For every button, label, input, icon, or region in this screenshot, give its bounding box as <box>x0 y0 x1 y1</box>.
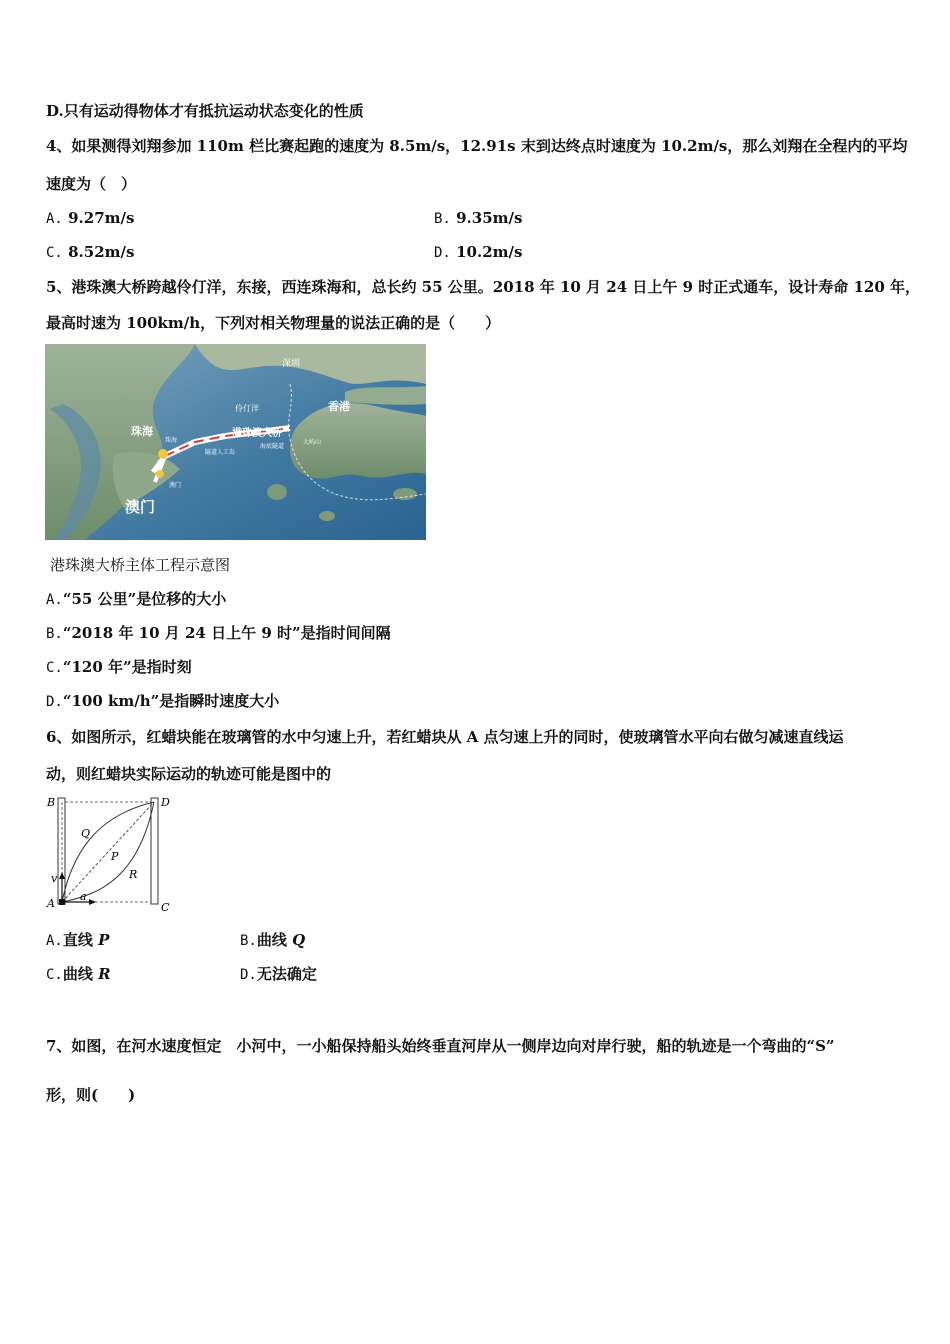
figure-label-d: D <box>161 796 170 809</box>
map-caption: 港珠澳大桥主体工程示意图 <box>50 556 231 574</box>
q5-option-d: D.“100 km/h”是指瞬时速度大小 <box>46 692 280 710</box>
map-label-lingdingyang: 伶仃洋 <box>235 404 259 413</box>
q5-stem-line2: 最高时速为 100km/h，下列对相关物理量的说法正确的是（ ） <box>46 314 501 332</box>
q5-option-c: C.“120 年”是指时刻 <box>46 658 192 676</box>
q5-option-b: B.“2018 年 10 月 24 日上午 9 时”是指时间间隔 <box>46 624 391 642</box>
q4-option-a: A. 9.27m/s <box>46 209 135 227</box>
q6-stem-line2: 动，则红蜡块实际运动的轨迹可能是图中的 <box>46 765 332 783</box>
q6-option-a: A.直线 P <box>46 931 110 949</box>
q4-option-b: B. 9.35m/s <box>434 209 523 227</box>
map-label-zhuhai-port: 珠海 <box>165 437 178 444</box>
figure-label-v: v <box>51 872 58 885</box>
figure-label-r: R <box>129 868 138 881</box>
q6-option-b: B.曲线 Q <box>240 931 306 949</box>
bridge-map-image <box>45 344 426 540</box>
q4-stem-line2: 速度为（ ） <box>46 175 137 193</box>
figure-label-a-accel: a <box>80 890 87 903</box>
trajectory-figure <box>44 794 176 916</box>
map-label-macau-port: 澳门 <box>169 482 182 489</box>
q6-option-d: D.无法确定 <box>240 965 317 983</box>
map-label-tunnel: 海底隧道 <box>260 443 285 450</box>
q6-stem-line1: 6、如图所示，红蜡块能在玻璃管的水中匀速上升，若红蜡块从 A 点匀速上升的同时，使玻璃管水平向右做匀减速直线运 <box>46 728 844 746</box>
figure-label-c: C <box>161 901 170 914</box>
figure-label-a-point: A <box>47 897 55 910</box>
q6-option-c: C.曲线 R <box>46 965 111 983</box>
figure-label-p: P <box>111 850 119 863</box>
map-label-shenzhen: 深圳 <box>282 359 301 369</box>
map-label-lantau: 大屿山 <box>303 439 322 446</box>
q7-stem-line2: 形，则( ) <box>46 1086 136 1104</box>
q4-option-d: D. 10.2m/s <box>434 243 523 261</box>
map-label-macau: 澳门 <box>125 498 156 516</box>
q4-option-c: C. 8.52m/s <box>46 243 135 261</box>
figure-label-q: Q <box>81 827 91 840</box>
map-label-bridge: 港珠澳大桥 <box>232 428 282 439</box>
q4-stem-line1: 4、如果测得刘翔参加 110m 栏比赛起跑的速度为 8.5m/s，12.91s 末到达终点时速度为 10.2m/s，那么刘翔在全程内的平均 <box>46 137 908 155</box>
map-label-hongkong: 香港 <box>328 400 350 413</box>
figure-label-b: B <box>47 796 56 809</box>
map-label-island: 隧道人工岛 <box>205 449 236 456</box>
map-label-zhuhai: 珠海 <box>131 425 153 438</box>
q5-option-a: A.“55 公里”是位移的大小 <box>46 590 227 608</box>
q7-stem-line1: 7、如图，在河水速度恒定 小河中，一小船保持船头始终垂直河岸从一侧岸边向对岸行驶，船的轨迹是一个弯曲的“S” <box>46 1037 835 1055</box>
q3-option-d: D.只有运动得物体才有抵抗运动状态变化的性质 <box>46 102 364 120</box>
q5-stem-line1: 5、港珠澳大桥跨越伶仃洋，东接，西连珠海和，总长约 55 公里。2018 年 10 月 24 日上午 9 时正式通车，设计寿命 120 年， <box>46 278 921 296</box>
